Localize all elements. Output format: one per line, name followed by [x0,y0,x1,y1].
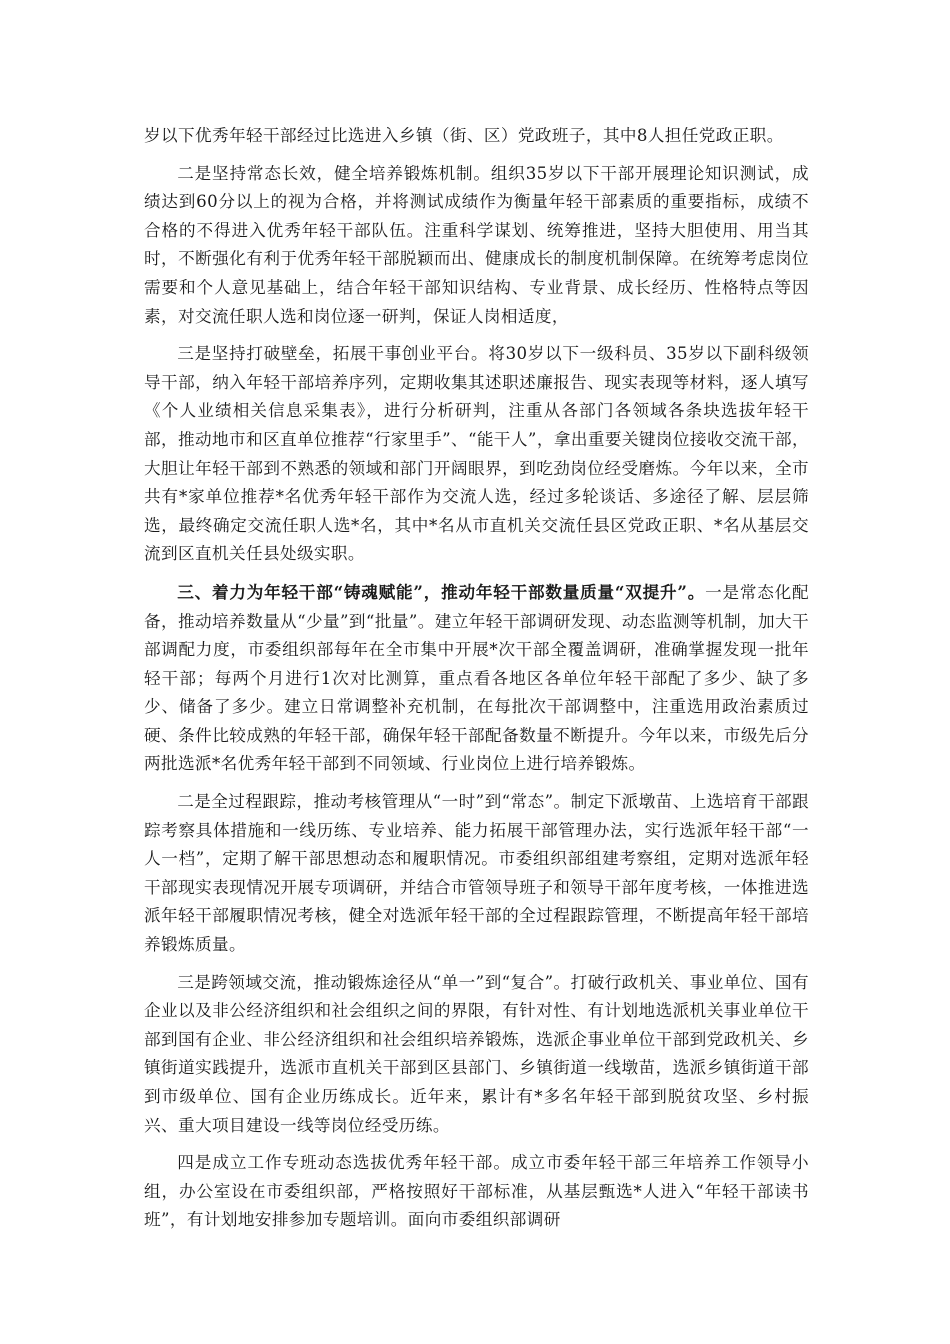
paragraph-text: 二是坚持常态长效，健全培养锻炼机制。组织35岁以下干部开展理论知识测试，成绩达到60分以上的视为合格，并将测试成绩作为衡量年轻干部素质的重要指标，成绩不合格的不得进入优秀年轻干部队伍。注重科学谋划、统筹推进，坚持大胆使用、用当其时，不断强化有利于优秀年轻干部脱颖而出、健康成长的制度机制保障。在统筹考虑岗位需要和个人意见基础上，结合年轻干部知识结构、专业背景、成长经历、性格特点等因素，对交流任职人选和岗位逐一研判，保证人岗相适度， [144,163,809,326]
paragraph-cross-field-exchange [144,969,809,1141]
paragraph-training-mechanism [144,160,809,332]
paragraph-text: 三是跨领域交流，推动锻炼途径从“单一”到“复合”。打破行政机关、事业单位、国有企业以及非公经济组织和社会组织之间的界限，有针对性、有计划地选派机关事业单位干部到国有企业、非公经济组织和社会组织培养锻炼，选派企事业单位干部到党政机关、乡镇街道实践提升，选派市直机关干部到区县部门、乡镇街道一线墩苗，选派乡镇街道干部到市级单位、国有企业历练成长。近年来，累计有*多名年轻干部到脱贫攻坚、乡村振兴、重大项目建设一线等岗位经受历练。 [144,972,809,1135]
paragraph-text: 四是成立工作专班动态选拔优秀年轻干部。成立市委年轻干部三年培养工作领导小组，办公室设在市委组织部，严格按照好干部标准，从基层甄选*人进入“年轻干部读书班”，有计划地安排参加专题培训。面向市委组织部调研 [144,1153,809,1230]
paragraph-full-process-tracking [144,788,809,960]
paragraph-continuation [144,122,809,151]
section-heading: 三、着力为年轻干部“铸魂赋能”，推动年轻干部数量质量“双提升”。 [177,581,706,602]
paragraph-working-group [144,1149,809,1235]
paragraph-section-three [144,578,809,779]
paragraph-text: 岁以下优秀年轻干部经过比选进入乡镇（街、区）党政班子，其中8人担任党政正职。 [144,126,784,145]
document-body [144,122,809,1244]
paragraph-text: 二是全过程跟踪，推动考核管理从“一时”到“常态”。制定下派墩苗、上选培育干部跟踪考察具体措施和一线历练、专业培养、能力拓展干部管理办法，实行选派年轻干部“一人一档”，定期了解干部思想动态和履职情况。市委组织部组建考察组，定期对选派年轻干部现实表现情况开展专项调研，并结合市管领导班子和领导干部年度考核，一体推进选派年轻干部履职情况考核，健全对选派年轻干部的全过程跟踪管理，不断提高年轻干部培养锻炼质量。 [144,792,809,955]
paragraph-break-barriers [144,340,809,569]
paragraph-text: 三是坚持打破壁垒，拓展干事创业平台。将30岁以下一级科员、35岁以下副科级领导干部，纳入年轻干部培养序列，定期收集其述职述廉报告、现实表现等材料，逐人填写《个人业绩相关信息采集表》，进行分析研判，注重从各部门各领域各条块选拔年轻干部，推动地市和区直单位推荐“行家里手”、“能干人”，拿出重要关键岗位接收交流干部，大胆让年轻干部到不熟悉的领域和部门开阔眼界，到吃劲岗位经受磨炼。今年以来，全市共有*家单位推荐*名优秀年轻干部作为交流人选，经过多轮谈话、多途径了解、层层筛选，最终确定交流任职人选*名，其中*名从市直机关交流任县区党政正职、*名从基层交流到区直机关任县处级实职。 [144,344,809,564]
paragraph-text: 一是常态化配备，推动培养数量从“少量”到“批量”。建立年轻干部调研发现、动态监测等机制，加大干部调配力度，市委组织部每年在全市集中开展*次干部全覆盖调研，准确掌握发现一批年轻干部；每两个月进行1次对比测算，重点看各地区各单位年轻干部配了多少、缺了多少、储备了多少。建立日常调整补充机制，在每批次干部调整中，注重选用政治素质过硬、条件比较成熟的年轻干部，确保年轻干部配备数量不断提升。今年以来，市级先后分两批选派*名优秀年轻干部到不同领域、行业岗位上进行培养锻炼。 [144,582,809,774]
